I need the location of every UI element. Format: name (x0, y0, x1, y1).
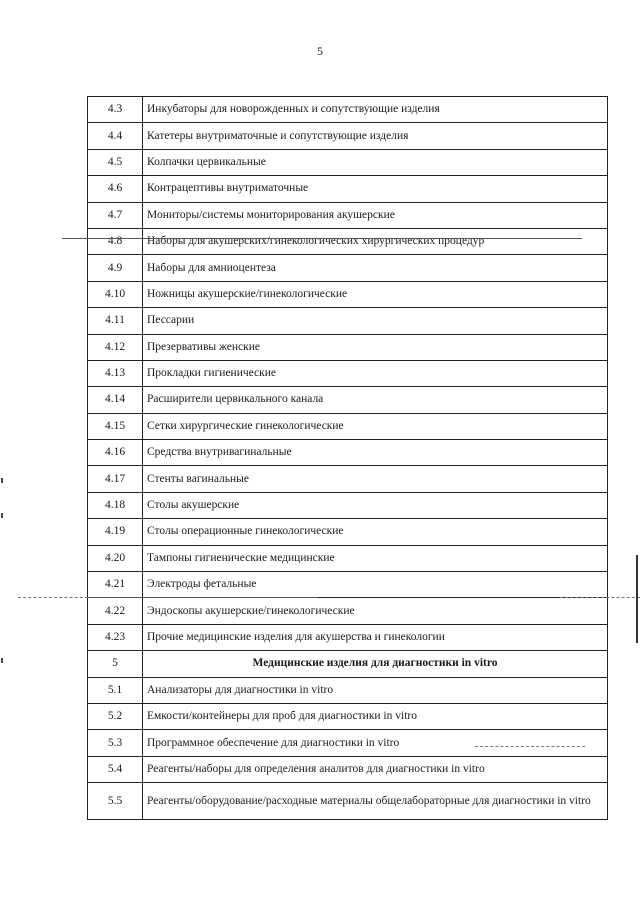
row-number: 4.8 (88, 228, 143, 254)
table-row (88, 677, 608, 703)
table-row (88, 334, 608, 360)
row-name: Столы акушерские (143, 492, 608, 518)
table-row (88, 360, 608, 386)
device-category-table (87, 96, 608, 820)
row-name: Инкубаторы для новорожденных и сопутствующие изделия (143, 97, 608, 123)
table-row (88, 519, 608, 545)
row-number: 4.14 (88, 387, 143, 413)
row-number: 4.10 (88, 281, 143, 307)
row-number: 5.3 (88, 730, 143, 756)
row-name: Программное обеспечение для диагностики in vitro (143, 730, 608, 756)
row-number: 4.4 (88, 123, 143, 149)
row-number: 4.17 (88, 466, 143, 492)
table-row (88, 176, 608, 202)
table-row (88, 228, 608, 254)
row-name: Катетеры внутриматочные и сопутствующие изделия (143, 123, 608, 149)
scan-artifact-line (18, 597, 88, 598)
row-name: Емкости/контейнеры для проб для диагностики in vitro (143, 703, 608, 729)
row-number: 4.21 (88, 572, 143, 598)
table-row (88, 492, 608, 518)
row-number: 4.19 (88, 519, 143, 545)
row-name: Наборы для амниоцентеза (143, 255, 608, 281)
scan-artifact-mark (1, 658, 3, 663)
row-name: Реагенты/наборы для определения аналитов для диагностики in vitro (143, 756, 608, 782)
row-number: 4.3 (88, 97, 143, 123)
row-number: 4.11 (88, 308, 143, 334)
row-name: Столы операционные гинекологические (143, 519, 608, 545)
row-name: Мониторы/системы мониторирования акушерские (143, 202, 608, 228)
table-row (88, 783, 608, 820)
row-name: Прокладки гигиенические (143, 360, 608, 386)
table-row (88, 413, 608, 439)
row-name: Ножницы акушерские/гинекологические (143, 281, 608, 307)
row-number: 4.13 (88, 360, 143, 386)
row-name: Сетки хирургические гинекологические (143, 413, 608, 439)
row-name: Колпачки цервикальные (143, 149, 608, 175)
row-number: 5 (88, 651, 143, 677)
row-number: 4.9 (88, 255, 143, 281)
table-row (88, 572, 608, 598)
row-name: Тампоны гигиенические медицинские (143, 545, 608, 571)
row-number: 5.2 (88, 703, 143, 729)
table-body (88, 97, 608, 820)
table-row (88, 255, 608, 281)
table-row (88, 598, 608, 624)
row-name: Эндоскопы акушерские/гинекологические (143, 598, 608, 624)
row-name: Прочие медицинские изделия для акушерства и гинекологии (143, 624, 608, 650)
scan-artifact-line (62, 238, 582, 239)
row-name: Презервативы женские (143, 334, 608, 360)
table-row (88, 756, 608, 782)
row-name: Наборы для акушерских/гинекологических хирургических процедур (143, 228, 608, 254)
row-number: 4.16 (88, 440, 143, 466)
table-row (88, 149, 608, 175)
row-name: Средства внутривагинальные (143, 440, 608, 466)
row-number: 4.23 (88, 624, 143, 650)
table-row (88, 202, 608, 228)
section-row (88, 651, 608, 677)
row-number: 5.1 (88, 677, 143, 703)
row-number: 4.15 (88, 413, 143, 439)
row-name: Стенты вагинальные (143, 466, 608, 492)
table-row (88, 123, 608, 149)
table-row (88, 466, 608, 492)
table-row (88, 97, 608, 123)
table-row (88, 308, 608, 334)
row-number: 4.22 (88, 598, 143, 624)
scan-artifact-mark (1, 513, 3, 518)
table-row (88, 624, 608, 650)
row-number: 4.12 (88, 334, 143, 360)
row-name: Реагенты/оборудование/расходные материалы общелабораторные для диагностики in vitro (143, 783, 608, 820)
scan-artifact-line (560, 597, 640, 598)
row-number: 5.4 (88, 756, 143, 782)
table-row (88, 281, 608, 307)
row-name: Электроды фетальные (143, 572, 608, 598)
row-number: 4.6 (88, 176, 143, 202)
row-name: Анализаторы для диагностики in vitro (143, 677, 608, 703)
scan-artifact-edge (636, 555, 638, 643)
row-name: Контрацептивы внутриматочные (143, 176, 608, 202)
scan-artifact-line (475, 746, 585, 747)
scan-artifact-mark (1, 478, 3, 483)
table-row (88, 730, 608, 756)
table-row (88, 387, 608, 413)
table-row (88, 440, 608, 466)
row-number: 4.18 (88, 492, 143, 518)
row-number: 4.5 (88, 149, 143, 175)
row-number: 5.5 (88, 783, 143, 820)
row-number: 4.20 (88, 545, 143, 571)
scan-artifact-line (88, 597, 318, 598)
row-name: Расширители цервикального канала (143, 387, 608, 413)
row-name: Пессарии (143, 308, 608, 334)
row-number: 4.7 (88, 202, 143, 228)
section-title: Медицинские изделия для диагностики in vitro (143, 651, 608, 677)
table-row (88, 545, 608, 571)
page-number: 5 (317, 44, 323, 58)
table-row (88, 703, 608, 729)
